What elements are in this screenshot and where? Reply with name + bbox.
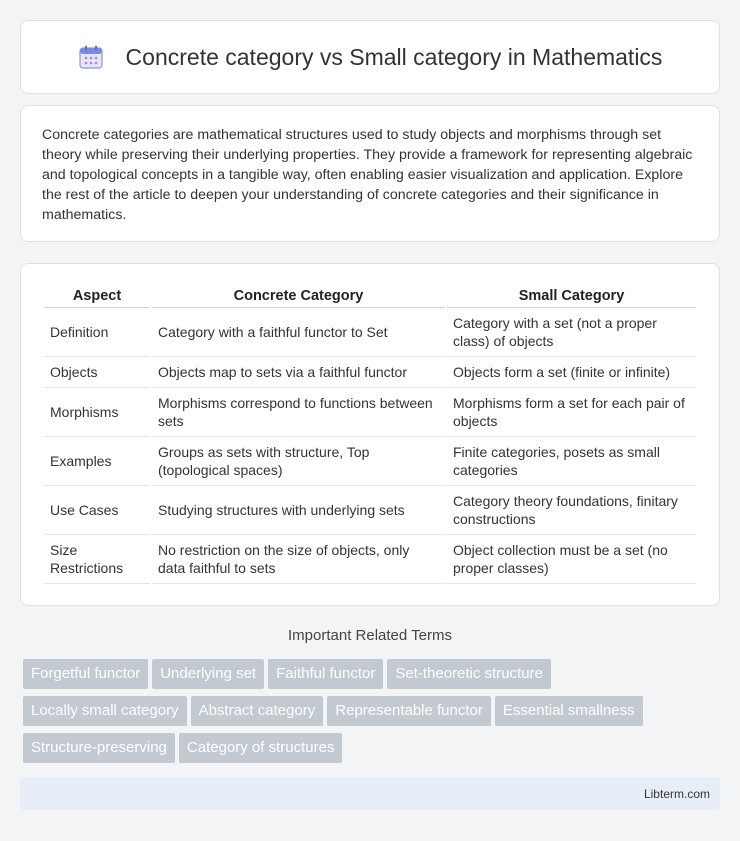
table-cell: Examples xyxy=(44,437,150,486)
table-row xyxy=(44,486,696,535)
table-cell: Category with a set (not a proper class) of objects xyxy=(447,308,696,357)
table-cell: Use Cases xyxy=(44,486,150,535)
table-cell: Size Restrictions xyxy=(44,535,150,584)
page-title: Concrete category vs Small category in Mathematics xyxy=(125,43,663,70)
tag-category-of-structures[interactable]: Category of structures xyxy=(179,733,343,763)
footer-site-link[interactable]: Libterm.com xyxy=(643,787,710,801)
table-cell: Morphisms xyxy=(44,388,150,437)
table-cell: Studying structures with underlying sets xyxy=(152,486,445,535)
table-cell: Morphisms form a set for each pair of objects xyxy=(447,388,696,437)
calendar-grid-icon xyxy=(78,44,104,70)
tag-underlying-set[interactable]: Underlying set xyxy=(152,659,264,689)
tag-faithful-functor[interactable]: Faithful functor xyxy=(268,659,383,689)
header-concrete: Concrete Category xyxy=(152,280,445,308)
tag-essential-smallness[interactable]: Essential smallness xyxy=(495,696,643,726)
footer xyxy=(20,777,720,810)
table-cell: Objects xyxy=(44,357,150,388)
table-row xyxy=(44,357,696,388)
tag-set-theoretic-structure[interactable]: Set-theoretic structure xyxy=(387,659,551,689)
table-header-row xyxy=(44,280,696,308)
table-cell: Objects form a set (finite or infinite) xyxy=(447,357,696,388)
comparison-table xyxy=(42,280,698,584)
table-cell: Category theory foundations, finitary constructions xyxy=(447,486,696,535)
table-cell: Groups as sets with structure, Top (topological spaces) xyxy=(152,437,445,486)
tag-locally-small-category[interactable]: Locally small category xyxy=(23,696,187,726)
intro-text: Concrete categories are mathematical structures used to study objects and morphisms through set theory while preserving their underlying properties. They provide a framework for representing algebraic and topological concepts in a tangible way, often enabling easier visualization and application. Explore the rest of the article to deepen your understanding of concrete categories and their significance in mathematics. xyxy=(42,127,693,223)
table-row xyxy=(44,437,696,486)
header-small: Small Category xyxy=(447,280,696,308)
comparison-card xyxy=(20,263,720,606)
tag-representable-functor[interactable]: Representable functor xyxy=(327,696,491,726)
table-cell: Objects map to sets via a faithful functor xyxy=(152,357,445,388)
related-terms-list xyxy=(23,659,703,770)
table-cell: Category with a faithful functor to Set xyxy=(152,308,445,357)
table-cell: Definition xyxy=(44,308,150,357)
header-aspect: Aspect xyxy=(44,280,150,308)
table-cell: Finite categories, posets as small categories xyxy=(447,437,696,486)
title-card xyxy=(20,20,720,94)
table-cell: Object collection must be a set (no proper classes) xyxy=(447,535,696,584)
table-row xyxy=(44,308,696,357)
tag-structure-preserving[interactable]: Structure-preserving xyxy=(23,733,175,763)
table-row xyxy=(44,535,696,584)
table-cell: No restriction on the size of objects, only data faithful to sets xyxy=(152,535,445,584)
tag-abstract-category[interactable]: Abstract category xyxy=(191,696,324,726)
tag-forgetful-functor[interactable]: Forgetful functor xyxy=(23,659,148,689)
table-row xyxy=(44,388,696,437)
intro-card xyxy=(20,105,720,242)
related-terms-title: Important Related Terms xyxy=(288,627,452,644)
table-cell: Morphisms correspond to functions between sets xyxy=(152,388,445,437)
